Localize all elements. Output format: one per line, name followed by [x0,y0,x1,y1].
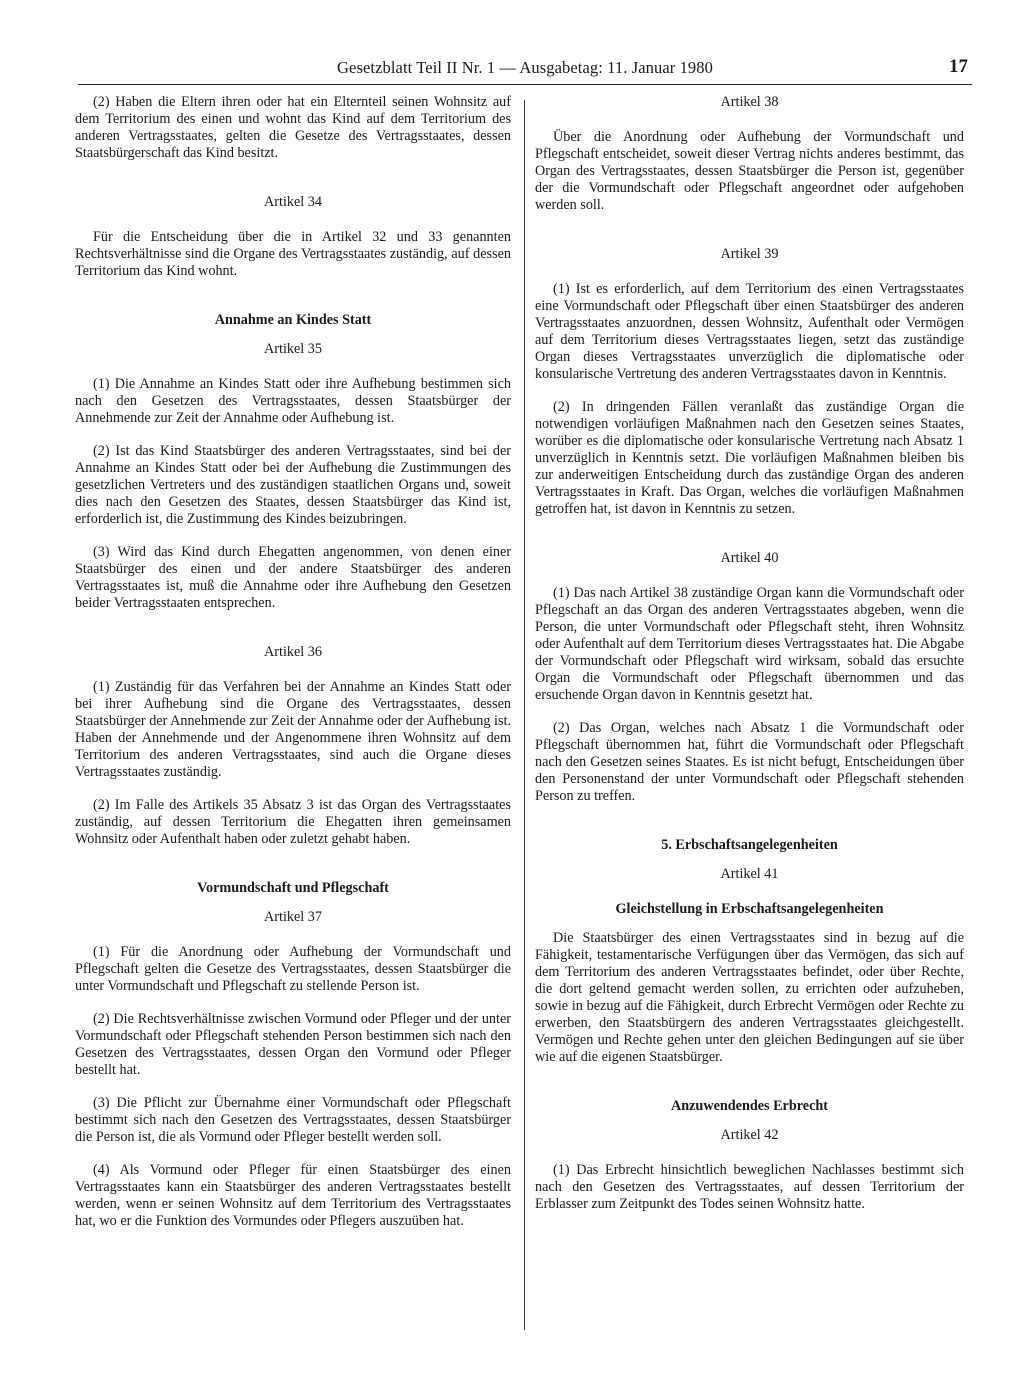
article-40-paragraph-1: (1) Das nach Artikel 38 zuständige Organ kann die Vormundschaft oder Pflegschaft an das Organ des anderen Vertragsstaates abgeben, wenn die Person, die unter Vormundschaft oder Pflegschaft steht, ihren Wohnsitz oder Aufenthalt auf dem Territorium dieses Vertragsstaates hat. Die Abgabe der Vormundschaft oder Pflegschaft wird wirksam, sobald das ersuchte Organ die Vormundschaft oder Pflegschaft übernommen und das ersuchende Organ davon in Kenntnis gesetzt hat. [535,585,964,703]
article-37-paragraph-3: (3) Die Pflicht zur Übernahme einer Vormundschaft oder Pflegschaft bestimmt sich nach den Gesetzen des Vertragsstaates, dessen Staatsbürger die Person ist, die als Vormund oder Pfleger bestellt werden soll. [75,1095,511,1145]
article-40-paragraph-2: (2) Das Organ, welches nach Absatz 1 die Vormundschaft oder Pflegschaft übernommen hat, führt die Vormundschaft oder Pflegschaft nach den Gesetzen seines Staates. Es ist nicht befugt, Entscheidungen über den Personenstand der unter Vormundschaft oder Pflegschaft stehenden Person zu treffen. [535,720,964,804]
article-36-paragraph-1: (1) Zuständig für das Verfahren bei der Annahme an Kindes Statt oder bei ihrer Aufhebung sind die Organe des Vertragsstaates, dessen Staatsbürger der Annehmende zur Zeit der Annahme oder der Aufhebung ist. Haben der Annehmende und der Angenommene ihren Wohnsitz auf dem Territorium des anderen Vertragsstaates, sind auch die Organe dieses Vertragsstaates zuständig. [75,679,511,780]
article-35-paragraph-3: (3) Wird das Kind durch Ehegatten angenommen, von denen einer Staatsbürger des einen und der andere Staatsbürger des anderen Vertragsstaates ist, muß die Annahme oder ihre Aufhebung den Gesetzen beider Vertragsstaaten entsprechen. [75,544,511,611]
article-40-title: Artikel 40 [720,550,779,566]
article-42-paragraph-1: (1) Das Erbrecht hinsichtlich beweglichen Nachlasses bestimmt sich nach den Gesetzen des Vertragsstaates, auf dessen Territorium der Erblasser zum Zeitpunkt des Todes seinen Wohnsitz hatte. [535,1162,964,1212]
section-heading-inheritance: 5. Erbschaftsangelegenheiten [661,837,838,853]
page-number: 17 [949,56,968,77]
article-39-title: Artikel 39 [720,246,779,262]
article-37-paragraph-4: (4) Als Vormund oder Pfleger für einen Staatsbürger des einen Vertragsstaates kann ein Staatsbürger des anderen Vertragsstaates bestellt werden, wenn er seinen Wohnsitz auf dem Territorium des Vertragsstaates hat, wo er die Funktion des Vormundes oder Pflegers auszuüben hat. [75,1162,511,1229]
article-36-paragraph-2: (2) Im Falle des Artikels 35 Absatz 3 ist das Organ des Vertragsstaates zuständig, auf dessen Territorium die Ehegatten ihren gemeinsamen Wohnsitz oder Aufenthalt haben oder zuletzt gehabt haben. [75,797,511,847]
article-41-text: Die Staatsbürger des einen Vertragsstaates sind in bezug auf die Fähigkeit, testamentarische Verfügungen über das Vermögen, das sich auf dem Territorium des anderen Vertragsstaates befindet, oder über Rechte, die dort geltend gemacht werden sollen, zu errichten oder aufzuheben, sowie in bezug auf die Fähigkeit, durch Erbrecht Vermögen oder Rechte zu erwerben, den Staatsbürgern des anderen Vertragsstaates gleichgestellt. Vermögen und Rechte gehen unter den gleichen Bedingungen auf sie über wie auf die eigenen Staatsbürger. [535,930,964,1065]
right-column [535,94,964,1229]
article-35-title: Artikel 35 [264,341,322,357]
article-37-paragraph-1: (1) Für die Anordnung oder Aufhebung der Vormundschaft und Pflegschaft gelten die Gesetze des Vertragsstaates, dessen Staatsbürger die unter Vormundschaft und Pflegschaft zu stellende Person ist. [75,944,511,994]
page-header [78,56,972,85]
header-title: Gesetzblatt Teil II Nr. 1 — Ausgabetag: 11. Januar 1980 [337,58,713,77]
article-37-paragraph-2: (2) Die Rechtsverhältnisse zwischen Vormund oder Pfleger und der unter Vormundschaft oder Pflegschaft stehenden Person bestimmen sich nach den Gesetzen des Vertragsstaates, dessen Organ den Vormund oder Pfleger bestellt hat. [75,1011,511,1078]
article-38-text: Über die Anordnung oder Aufhebung der Vormundschaft und Pflegschaft entscheidet, soweit dieser Vertrag nichts anderes bestimmt, das Organ des Vertragsstaates, dessen Staatsbürger die Person ist, gegenüber der die Vormundschaft oder Pflegschaft angeordnet oder aufgehoben werden soll. [535,129,964,213]
article-41-title: Artikel 41 [720,866,779,882]
article-33-paragraph-2: (2) Haben die Eltern ihren oder hat ein Elternteil seinen Wohnsitz auf dem Territorium des einen und wohnt das Kind auf dem Territorium des anderen Vertragsstaates, gelten die Gesetze des Vertragsstaates, dessen Staatsbürgerschaft das Kind besitzt. [75,94,511,161]
article-39-paragraph-2: (2) In dringenden Fällen veranlaßt das zuständige Organ die notwendigen vorläufigen Maßnahmen nach den Gesetzen seines Staates, worüber es die diplomatische oder konsularische Vertretung nach Absatz 1 unverzüglich in Kenntnis setzt. Die vorläufigen Maßnahmen bleiben bis zur anderweitigen Entscheidung durch das zuständige Organ des anderen Vertragsstaates in Kraft. Das Organ, welches die vorläufigen Maßnahmen getroffen hat, ist davon in Kenntnis zu setzen. [535,399,964,517]
section-heading-adoption: Annahme an Kindes Statt [214,312,372,328]
left-column [75,94,511,1246]
article-34-text: Für die Entscheidung über die in Artikel 32 und 33 genannten Rechtsverhältnisse sind die Organe des Vertragsstaates zuständig, auf dessen Territorium das Kind wohnt. [75,229,511,279]
article-39-paragraph-1: (1) Ist es erforderlich, auf dem Territorium des einen Vertragsstaates eine Vormundschaft oder Pflegschaft über einen Staatsbürger des anderen Vertragsstaates anzuordnen, dessen Wohnsitz, Aufenthalt oder Vermögen auf dem Territorium dieses Vertragsstaates liegen, setzt das zuständige Organ dieses Vertragsstaates unverzüglich die diplomatische oder konsularische Vertretung des anderen Vertragsstaates davon in Kenntnis. [535,281,964,382]
article-38-title: Artikel 38 [720,94,779,110]
article-42-title: Artikel 42 [720,1127,779,1143]
section-heading-guardianship: Vormundschaft und Pflegschaft [197,880,389,896]
article-37-title: Artikel 37 [264,909,322,925]
article-34-title: Artikel 34 [264,194,322,210]
article-35-paragraph-1: (1) Die Annahme an Kindes Statt oder ihre Aufhebung bestimmen sich nach den Gesetzen des Vertragsstaates, dessen Staatsbürger der Annehmende zur Zeit der Annahme oder Aufhebung ist. [75,376,511,426]
section-heading-applicable-law: Anzuwendendes Erbrecht [671,1098,828,1114]
article-41-subtitle: Gleichstellung in Erbschaftsangelegenheiten [615,901,884,917]
article-36-title: Artikel 36 [264,644,322,660]
column-divider [524,100,525,1330]
article-35-paragraph-2: (2) Ist das Kind Staatsbürger des anderen Vertragsstaates, sind bei der Annahme an Kindes Statt oder bei der Aufhebung die Zustimmungen des gesetzlichen Vertreters und des zuständigen staatlichen Organs und, soweit dies nach den Gesetzen des Staates, dessen Staatsbürger das Kind ist, erforderlich ist, die Zustimmung des Kindes beizubringen. [75,443,511,527]
